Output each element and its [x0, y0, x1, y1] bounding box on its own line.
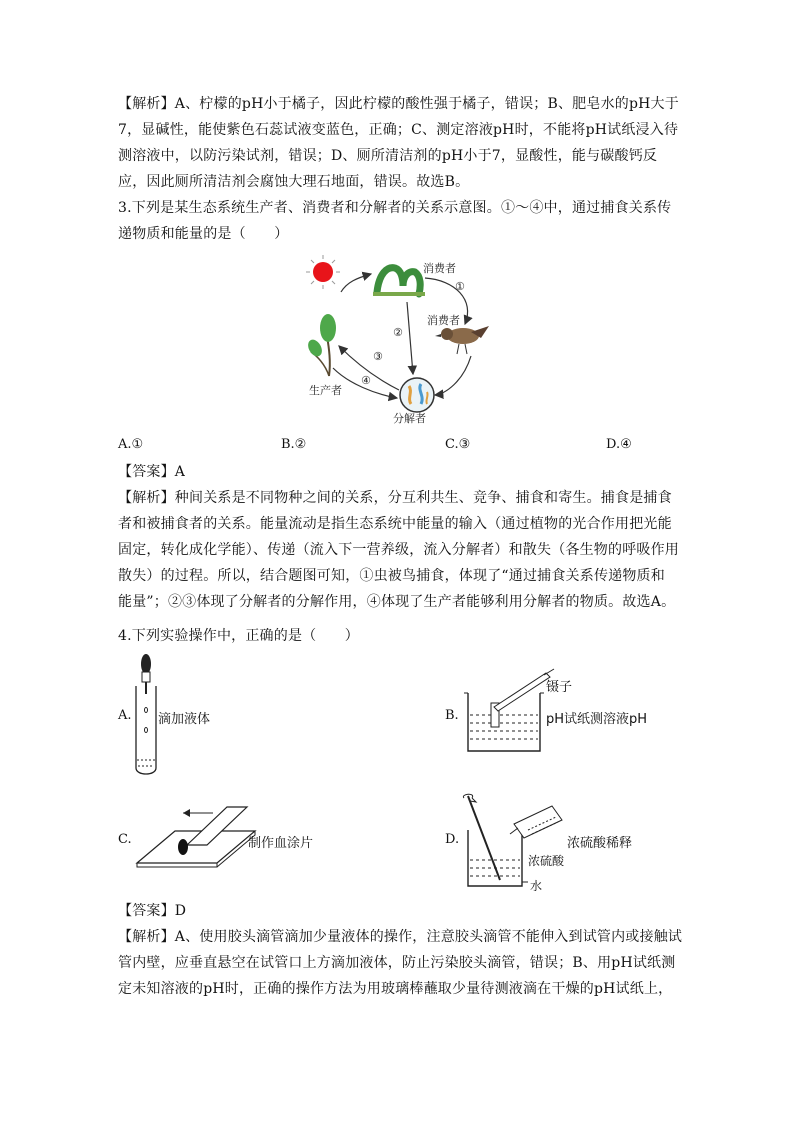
- plant-icon: [305, 314, 336, 376]
- text-line: 应，因此厕所清洁剂会腐蚀大理石地面，错误。故选B。: [118, 174, 470, 190]
- arrow-3-label: ③: [373, 350, 383, 363]
- microbe-icon: [400, 378, 434, 412]
- producer-label: 生产者: [309, 384, 342, 397]
- option-a-label: 滴加液体: [158, 712, 211, 727]
- option-a-letter: A.: [118, 708, 132, 723]
- arrow-2-label: ②: [393, 326, 403, 339]
- text-line: 者和被捕食者的关系。能量流动是指生态系统中能量的输入（通过植物的光合作用把光能: [118, 516, 672, 532]
- text-line: 能量”；②③体现了分解者的分解作用，④体现了生产者能够利用分解者的物质。故选A。: [118, 594, 676, 610]
- consumer1-label: 消费者: [423, 262, 456, 275]
- text-line: 7，显碱性，能使紫色石蕊试液变蓝色，正确；C、测定溶液pH时，不能将pH试纸浸入待: [118, 122, 679, 138]
- q3-answer: 【答案】A: [118, 464, 186, 480]
- option-b: B.②: [281, 437, 307, 452]
- q3-stem: 递物质和能量的是（ ）: [118, 226, 289, 242]
- option-d: D.④: [606, 437, 632, 452]
- q4-answer: 【答案】D: [118, 903, 187, 919]
- text-line: 管内壁，应垂直悬空在试管口上方滴加液体，防止污染胶头滴管，错误；B、用pH试纸测: [118, 955, 676, 971]
- caterpillar-icon: [373, 268, 425, 296]
- option-b-label: pH试纸测溶液pH: [546, 712, 648, 727]
- option-d-label: 浓硫酸稀释: [567, 836, 633, 851]
- decomposer-label: 分解者: [393, 412, 426, 425]
- text-line: 【解析】A、柠檬的pH小于橘子，因此柠檬的酸性强于橘子，错误；B、肥皂水的pH大于: [118, 96, 679, 112]
- q4-stem: 4.下列实验操作中，正确的是（ ）: [118, 628, 359, 644]
- option-d-letter: D.: [445, 832, 460, 847]
- consumer2-label: 消费者: [427, 314, 460, 327]
- arrow-1-label: ①: [455, 280, 465, 293]
- arrow-4-label: ④: [361, 374, 371, 387]
- text-line: 【解析】A、使用胶头滴管滴加少量液体的操作，注意胶头滴管不能伸入到试管内或接触试: [118, 929, 683, 945]
- option-c: C.③: [445, 437, 471, 452]
- ph-test-figure: [460, 665, 560, 760]
- option-a: A.①: [118, 437, 144, 452]
- sun-icon: [306, 255, 340, 289]
- text-line: 【解析】种间关系是不同物种之间的关系，分互利共生、竞争、捕食和寄生。捕食是捕食: [118, 490, 672, 506]
- water-label: 水: [530, 879, 543, 893]
- option-c-label: 制作血涂片: [248, 836, 314, 851]
- tweezers-label: 镊子: [546, 680, 573, 695]
- option-b-letter: B.: [445, 708, 459, 723]
- conc-acid-label: 浓硫酸: [528, 854, 565, 868]
- acid-dilution-figure: [458, 790, 568, 895]
- text-line: 定未知溶液的pH时，正确的操作方法为用玻璃棒蘸取少量待测液滴在干燥的pH试纸上，: [118, 981, 673, 997]
- text-line: 固定，转化成化学能）、传递（流入下一营养级，流入分解者）和散失（各生物的呼吸作用: [118, 542, 679, 558]
- text-line: 散失）的过程。所以，结合题图可知，①虫被鸟捕食，体现了“通过捕食关系传递物质和: [118, 568, 665, 584]
- option-c-letter: C.: [118, 832, 132, 847]
- text-line: 测溶液中，以防污染试剂，错误；D、厕所清洁剂的pH小于7，显酸性，能与碳酸钙反: [118, 148, 658, 164]
- ecosystem-diagram: [295, 252, 525, 427]
- q3-stem: 3.下列是某生态系统生产者、消费者和分解者的关系示意图。①～④中，通过捕食关系传: [118, 200, 672, 216]
- bird-icon: [435, 326, 489, 354]
